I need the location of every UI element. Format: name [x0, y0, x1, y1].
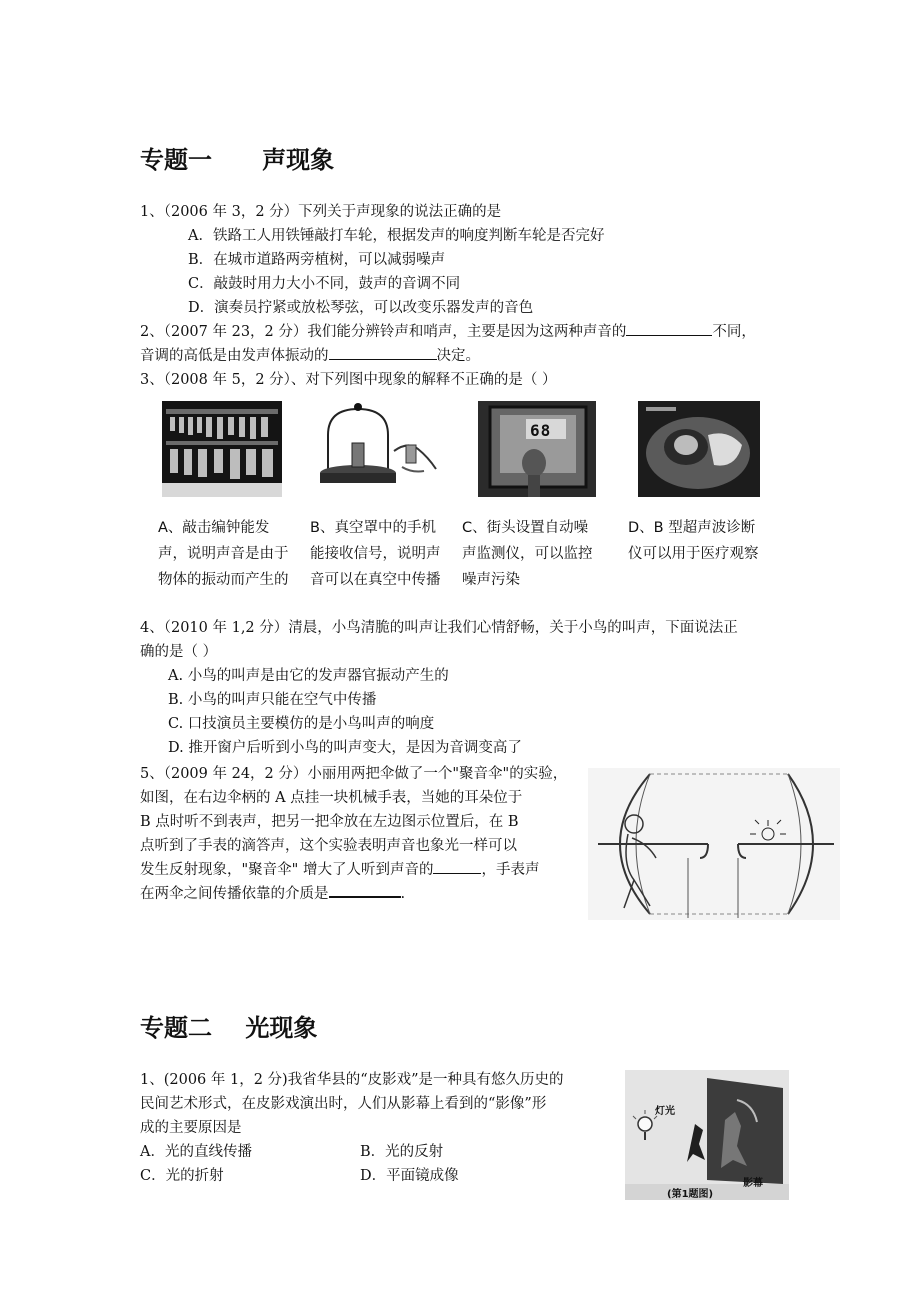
- s2-q1-option-c: C．光的折射: [140, 1168, 224, 1184]
- bells-photo: [162, 401, 282, 497]
- monitor-readout: 68: [530, 421, 552, 440]
- s2-q1-line3: 成的主要原因是: [140, 1120, 242, 1136]
- vacuum-jar-photo: [306, 401, 440, 497]
- q5-line2: 如图，在右边伞柄的 A 点挂一块机械手表，当她的耳朵位于: [140, 790, 523, 806]
- caption-a: A、敲击编钟能发声，说明声音是由于物体的振动而产生的: [158, 520, 289, 588]
- s2-q1-line2: 民间艺术形式，在皮影戏演出时，人们从影幕上看到的“影像”形: [140, 1096, 547, 1112]
- q4-option-a: A. 小鸟的叫声是由它的发声器官振动产生的: [168, 668, 449, 684]
- caption-b: B、真空罩中的手机能接收信号，说明声音可以在真空中传播: [310, 520, 441, 588]
- q2-line1: 2、（2007 年 23，2 分）我们能分辨铃声和哨声，主要是因为这两种声音的 不同，: [140, 320, 756, 344]
- q2-blank-2[interactable]: [329, 345, 437, 360]
- section2-title: 专题二 光现象: [140, 1014, 318, 1042]
- noise-monitor-photo: [478, 401, 596, 497]
- q2-blank-1[interactable]: [626, 321, 712, 336]
- caption-c: C、街头设置自动噪声监测仪，可以监控噪声污染: [462, 520, 593, 588]
- s2-q1-line1: 1、(2006 年 1，2 分)我省华县的“皮影戏”是一种具有悠久历史的: [140, 1072, 564, 1088]
- s2-q1-option-d: D．平面镜成像: [360, 1168, 459, 1184]
- figure-caption: (第1题图): [667, 1189, 714, 1200]
- q5-line5: 发生反射现象，"聚音伞" 增大了人听到声音的 ，手表声: [140, 858, 539, 882]
- q1-option-b: B．在城市道路两旁植树，可以减弱噪声: [188, 252, 446, 268]
- q5-line1: 5、（2009 年 24，2 分）小丽用两把伞做了一个"聚音伞"的实验，: [140, 766, 568, 782]
- ultrasound-photo: [638, 401, 760, 497]
- q4-option-c: C. 口技演员主要模仿的是小鸟叫声的响度: [168, 716, 435, 732]
- q5-blank-1[interactable]: [433, 859, 481, 874]
- label-light: 灯光: [655, 1106, 675, 1117]
- umbrella-figure: [588, 768, 840, 920]
- q3-stem: 3、（2008 年 5，2 分）、对下列图中现象的解释不正确的是（ ）: [140, 372, 557, 388]
- q4-stem-l1: 4、（2010 年 1,2 分）清晨，小鸟清脆的叫声让我们心情舒畅，关于小鸟的叫声，下面说法正: [140, 620, 738, 636]
- q1-option-a: A．铁路工人用铁锤敲打车轮，根据发声的响度判断车轮是否完好: [188, 228, 605, 244]
- q5-line3: B 点时听不到表声，把另一把伞放在左边图示位置后，在 B: [140, 814, 519, 830]
- q5-line6: 在两伞之间传播依靠的介质是 .: [140, 882, 405, 906]
- q1-option-d: D．演奏员拧紧或放松琴弦，可以改变乐器发声的音色: [188, 300, 534, 316]
- q4-option-b: B. 小鸟的叫声只能在空气中传播: [168, 692, 377, 708]
- section1-title: 专题一 声现象: [140, 146, 335, 174]
- s2-q1-option-a: A．光的直线传播: [140, 1144, 252, 1160]
- label-screen: 影幕: [743, 1178, 763, 1189]
- q4-stem-l2: 确的是（ ）: [140, 644, 218, 660]
- q2-line2: 音调的高低是由发声体振动的 决定。: [140, 344, 480, 368]
- q4-option-d: D. 推开窗户后听到小鸟的叫声变大，是因为音调变高了: [168, 740, 522, 756]
- q5-line4: 点听到了手表的滴答声，这个实验表明声音也象光一样可以: [140, 838, 517, 854]
- s2-q1-option-b: B．光的反射: [360, 1144, 444, 1160]
- caption-d: D、B 型超声波诊断仪可以用于医疗观察: [628, 520, 759, 562]
- shadow-play-figure: [625, 1070, 789, 1200]
- q1-stem: 1、（2006 年 3，2 分）下列关于声现象的说法正确的是: [140, 204, 502, 220]
- q5-blank-2[interactable]: [329, 882, 401, 898]
- q1-option-c: C．敲鼓时用力大小不同，鼓声的音调不同: [188, 276, 461, 292]
